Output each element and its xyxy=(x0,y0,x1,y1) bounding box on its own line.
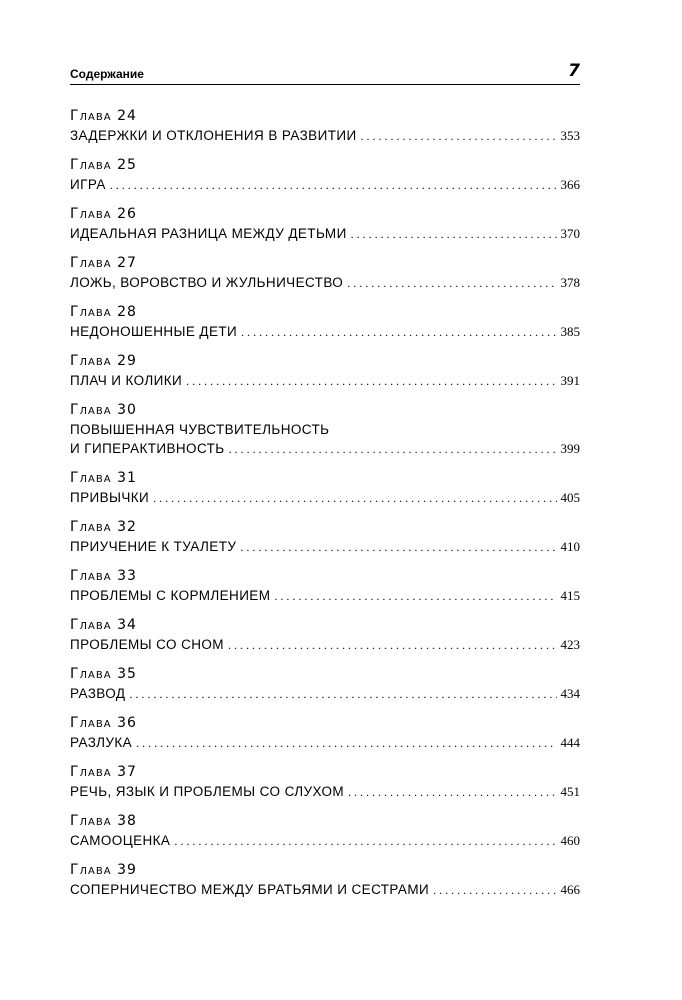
page-number: 7 xyxy=(568,61,580,81)
running-header xyxy=(70,61,580,85)
chapter-label xyxy=(70,106,580,126)
chapter-number: 32 xyxy=(117,519,137,535)
chapter-title-line xyxy=(70,488,580,507)
chapter-label xyxy=(70,713,580,733)
chapter-title-line xyxy=(70,880,580,899)
chapter-label xyxy=(70,468,580,488)
chapter-title: ПЛАЧ И КОЛИКИ xyxy=(70,373,183,388)
toc-entry xyxy=(70,517,580,556)
chapter-page-number: 460 xyxy=(560,833,580,848)
header-title: Содержание xyxy=(70,67,144,81)
chapter-number: 26 xyxy=(117,206,137,222)
chapter-label xyxy=(70,302,580,322)
chapter-number: 34 xyxy=(117,617,137,633)
chapter-title: НЕДОНОШЕННЫЕ ДЕТИ xyxy=(70,324,238,339)
chapter-title-line xyxy=(70,439,580,458)
toc-entry xyxy=(70,302,580,341)
chapter-word: Глава xyxy=(70,715,112,731)
dot-leader xyxy=(274,587,556,606)
table-of-contents xyxy=(70,106,580,909)
chapter-word: Глава xyxy=(70,157,112,173)
chapter-label xyxy=(70,155,580,175)
chapter-word: Глава xyxy=(70,617,112,633)
chapter-label xyxy=(70,566,580,586)
chapter-number: 33 xyxy=(117,568,137,584)
chapter-number: 39 xyxy=(117,862,137,878)
chapter-page-number: 353 xyxy=(560,128,580,143)
dot-leader xyxy=(348,783,556,802)
dot-leader xyxy=(433,881,556,900)
chapter-word: Глава xyxy=(70,519,112,535)
chapter-title: ПОВЫШЕННАЯ ЧУВСТВИТЕЛЬНОСТЬ xyxy=(70,422,330,437)
chapter-title: ЛОЖЬ, ВОРОВСТВО И ЖУЛЬНИЧЕСТВО xyxy=(70,275,344,290)
toc-entry xyxy=(70,664,580,703)
chapter-word: Глава xyxy=(70,764,112,780)
chapter-label xyxy=(70,664,580,684)
chapter-label xyxy=(70,615,580,635)
chapter-title: ПРИУЧЕНИЕ К ТУАЛЕТУ xyxy=(70,539,237,554)
chapter-label xyxy=(70,351,580,371)
chapter-number: 37 xyxy=(117,764,137,780)
chapter-number: 38 xyxy=(117,813,137,829)
dot-leader xyxy=(241,323,556,342)
dot-leader xyxy=(228,636,557,655)
chapter-label xyxy=(70,253,580,273)
chapter-word: Глава xyxy=(70,470,112,486)
dot-leader xyxy=(129,685,556,704)
chapter-title-line xyxy=(70,175,580,194)
chapter-title: ПРИВЫЧКИ xyxy=(70,490,150,505)
dot-leader xyxy=(174,832,556,851)
dot-leader xyxy=(347,274,556,293)
chapter-label xyxy=(70,400,580,420)
chapter-title: ИГРА xyxy=(70,177,106,192)
chapter-page-number: 451 xyxy=(560,784,580,799)
chapter-title-line xyxy=(70,586,580,605)
chapter-page-number: 399 xyxy=(560,441,580,456)
chapter-page-number: 444 xyxy=(560,735,580,750)
toc-entry xyxy=(70,351,580,390)
chapter-title: РАЗВОД xyxy=(70,686,126,701)
chapter-title: ПРОБЛЕМЫ С КОРМЛЕНИЕМ xyxy=(70,588,271,603)
chapter-word: Глава xyxy=(70,206,112,222)
chapter-number: 30 xyxy=(117,402,137,418)
chapter-label xyxy=(70,811,580,831)
dot-leader xyxy=(110,176,557,195)
chapter-title-line xyxy=(70,224,580,243)
chapter-title-line xyxy=(70,684,580,703)
chapter-number: 25 xyxy=(117,157,137,173)
dot-leader xyxy=(229,440,557,459)
chapter-title: И ГИПЕРАКТИВНОСТЬ xyxy=(70,441,225,456)
chapter-page-number: 405 xyxy=(560,490,580,505)
chapter-page-number: 370 xyxy=(560,226,580,241)
chapter-title-line xyxy=(70,126,580,145)
chapter-number: 31 xyxy=(117,470,137,486)
dot-leader xyxy=(351,225,557,244)
chapter-page-number: 385 xyxy=(560,324,580,339)
chapter-page-number: 391 xyxy=(560,373,580,388)
chapter-label xyxy=(70,762,580,782)
chapter-word: Глава xyxy=(70,813,112,829)
chapter-word: Глава xyxy=(70,108,112,124)
chapter-title: ПРОБЛЕМЫ СО СНОМ xyxy=(70,637,224,652)
chapter-title-line xyxy=(70,322,580,341)
toc-entry xyxy=(70,204,580,243)
dot-leader xyxy=(136,734,556,753)
chapter-label xyxy=(70,204,580,224)
toc-entry xyxy=(70,155,580,194)
chapter-number: 24 xyxy=(117,108,137,124)
chapter-word: Глава xyxy=(70,304,112,320)
chapter-title: САМООЦЕНКА xyxy=(70,833,171,848)
toc-entry xyxy=(70,400,580,458)
chapter-title-line xyxy=(70,831,580,850)
chapter-number: 36 xyxy=(117,715,137,731)
toc-entry xyxy=(70,468,580,507)
chapter-page-number: 366 xyxy=(560,177,580,192)
chapter-word: Глава xyxy=(70,862,112,878)
chapter-number: 27 xyxy=(117,255,137,271)
dot-leader xyxy=(361,127,557,146)
toc-entry xyxy=(70,566,580,605)
chapter-title: РЕЧЬ, ЯЗЫК И ПРОБЛЕМЫ СО СЛУХОМ xyxy=(70,784,345,799)
dot-leader xyxy=(186,372,556,391)
chapter-page-number: 415 xyxy=(560,588,580,603)
toc-entry xyxy=(70,615,580,654)
chapter-word: Глава xyxy=(70,568,112,584)
toc-entry xyxy=(70,860,580,899)
chapter-word: Глава xyxy=(70,353,112,369)
chapter-title-line xyxy=(70,733,580,752)
chapter-label xyxy=(70,517,580,537)
chapter-page-number: 466 xyxy=(560,882,580,897)
chapter-title-line xyxy=(70,635,580,654)
chapter-page-number: 378 xyxy=(560,275,580,290)
chapter-word: Глава xyxy=(70,666,112,682)
toc-entry xyxy=(70,811,580,850)
chapter-title-line xyxy=(70,273,580,292)
chapter-title-line xyxy=(70,782,580,801)
chapter-page-number: 423 xyxy=(560,637,580,652)
chapter-page-number: 410 xyxy=(560,539,580,554)
chapter-title-line xyxy=(70,537,580,556)
chapter-number: 29 xyxy=(117,353,137,369)
chapter-title: ЗАДЕРЖКИ И ОТКЛОНЕНИЯ В РАЗВИТИИ xyxy=(70,128,357,143)
chapter-title: СОПЕРНИЧЕСТВО МЕЖДУ БРАТЬЯМИ И СЕСТРАМИ xyxy=(70,882,430,897)
toc-entry xyxy=(70,106,580,145)
chapter-word: Глава xyxy=(70,402,112,418)
chapter-title: ИДЕАЛЬНАЯ РАЗНИЦА МЕЖДУ ДЕТЬМИ xyxy=(70,226,347,241)
dot-leader xyxy=(153,489,556,508)
toc-entry xyxy=(70,713,580,752)
chapter-title-line xyxy=(70,371,580,390)
chapter-number: 35 xyxy=(117,666,137,682)
chapter-label xyxy=(70,860,580,880)
toc-entry xyxy=(70,253,580,292)
chapter-number: 28 xyxy=(117,304,137,320)
chapter-word: Глава xyxy=(70,255,112,271)
chapter-page-number: 434 xyxy=(560,686,580,701)
toc-entry xyxy=(70,762,580,801)
dot-leader xyxy=(240,538,556,557)
chapter-title: РАЗЛУКА xyxy=(70,735,133,750)
chapter-title-line xyxy=(70,420,580,439)
